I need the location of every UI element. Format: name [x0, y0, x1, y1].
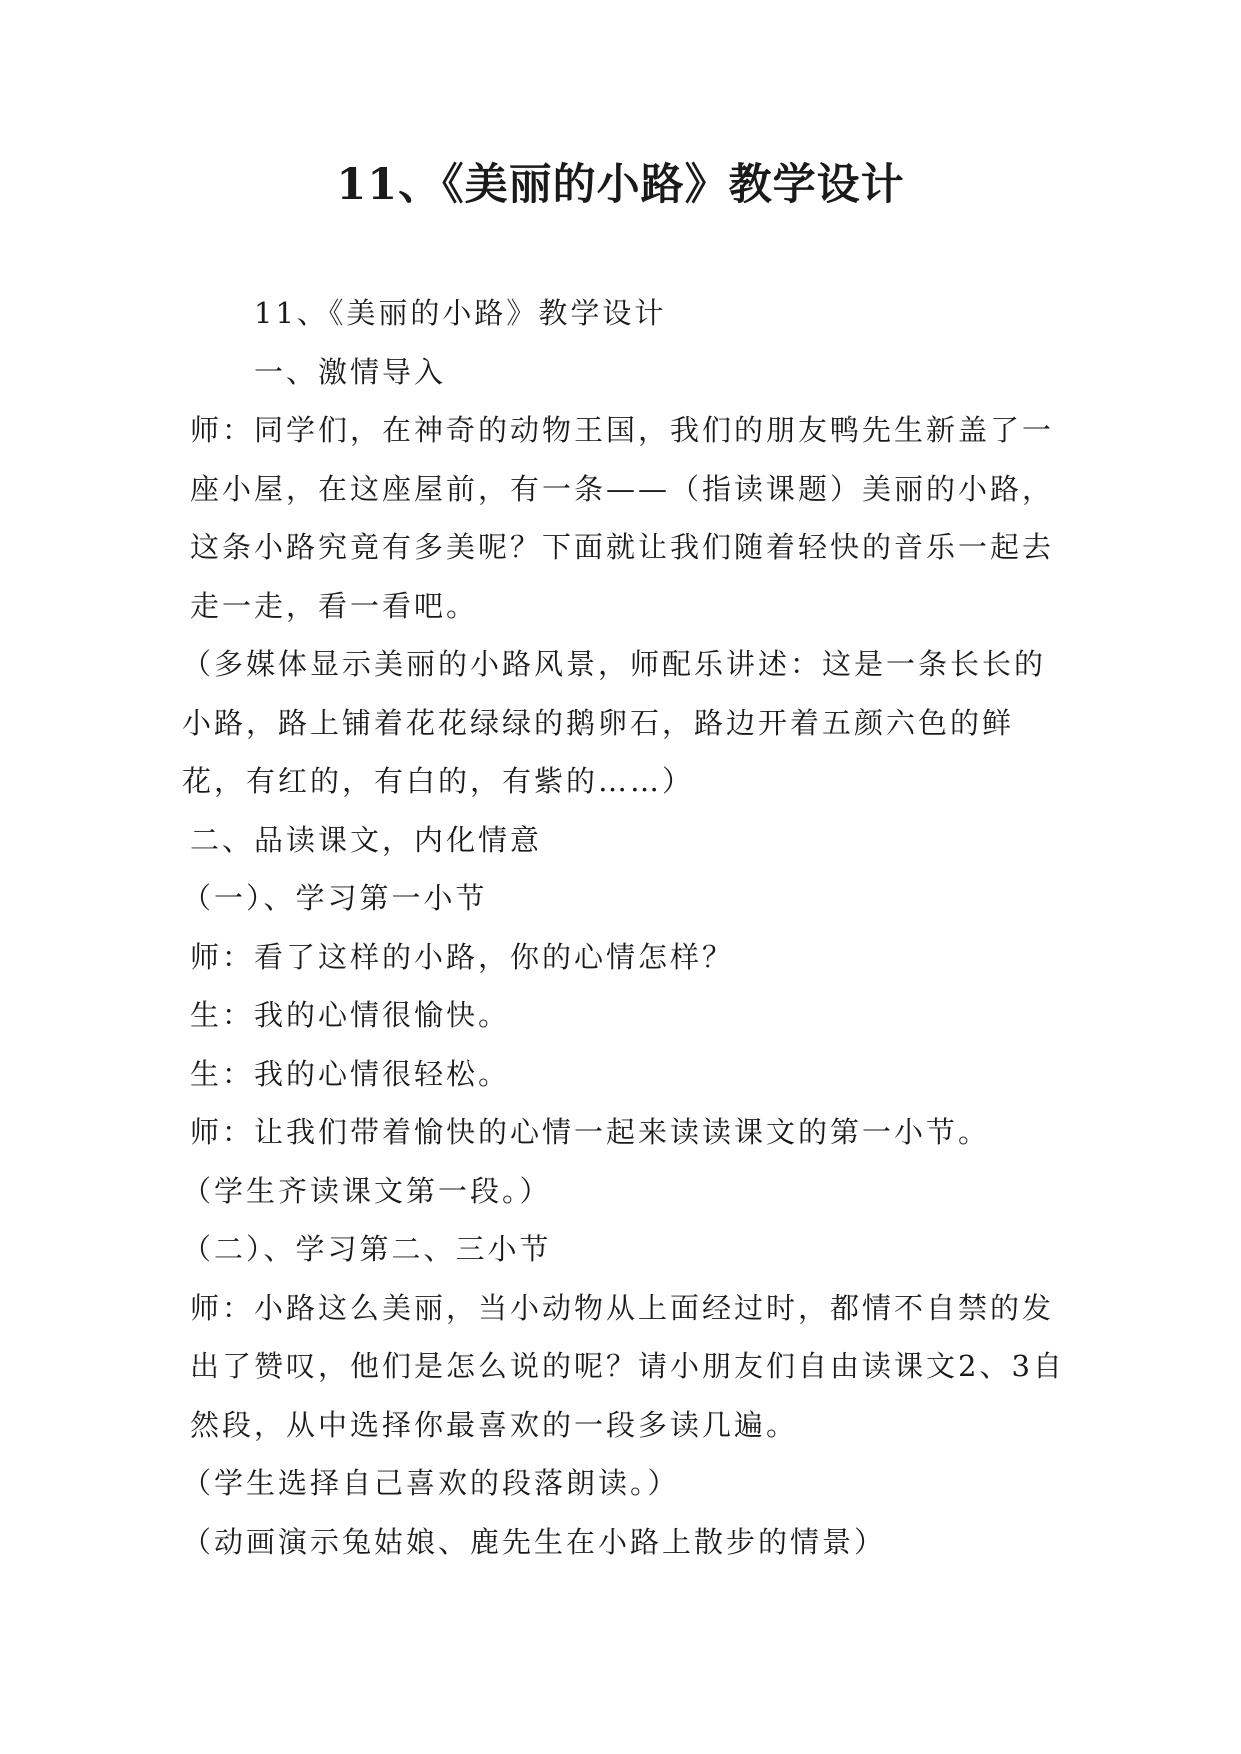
paragraph-section-1-heading: 一、激情导入 — [254, 354, 447, 389]
document-title: 11、《美丽的小路》教学设计 — [336, 160, 905, 210]
paragraph-student-choice-note: （学生选择自己喜欢的段落朗读。） — [182, 1466, 680, 1500]
paragraph-subtitle: 11、《美丽的小路》教学设计 — [254, 296, 667, 330]
paragraph-student-answer-2: 生：我的心情很轻松。 — [190, 1056, 511, 1091]
paragraph-teacher-prompt: 师：小路这么美丽，当小动物从上面经过时，都情不自禁的发出了赞叹，他们是怎么说的呢？请小朋友们自由读课文2、3自然段，从中选择你最喜欢的一段多读几遍。 — [190, 1290, 1065, 1442]
paragraph-section-2-heading: 二、品读课文，内化情意 — [190, 822, 543, 857]
document-body — [182, 284, 1070, 1571]
paragraph-student-reading-note: （学生齐读课文第一段。） — [182, 1173, 552, 1208]
paragraph-animation-note: （动画演示兔姑娘、鹿先生在小路上散步的情景） — [182, 1524, 887, 1559]
paragraph-teacher-question: 师：看了这样的小路，你的心情怎样？ — [190, 939, 735, 974]
paragraph-subsection-1-heading: （一）、学习第一小节 — [182, 881, 488, 915]
paragraph-teacher-instruction: 师：让我们带着愉快的心情一起来读读课文的第一小节。 — [190, 1115, 991, 1149]
paragraph-student-answer-1: 生：我的心情很愉快。 — [190, 998, 511, 1032]
paragraph-teacher-intro: 师：同学们，在神奇的动物王国，我们的朋友鸭先生新盖了一座小屋，在这座屋前，有一条——（指读课题）美丽的小路，这条小路究竟有多美呢？下面就让我们随着轻快的音乐一起去走一走，看一看吧。 — [190, 413, 1055, 623]
paragraph-subsection-2-heading: （二）、学习第二、三小节 — [182, 1232, 552, 1266]
paragraph-multimedia-note: （多媒体显示美丽的小路风景，师配乐讲述：这是一条长长的小路，路上铺着花花绿绿的鹅卵石，路边开着五颜六色的鲜花，有红的，有白的，有紫的……） — [182, 647, 1047, 798]
